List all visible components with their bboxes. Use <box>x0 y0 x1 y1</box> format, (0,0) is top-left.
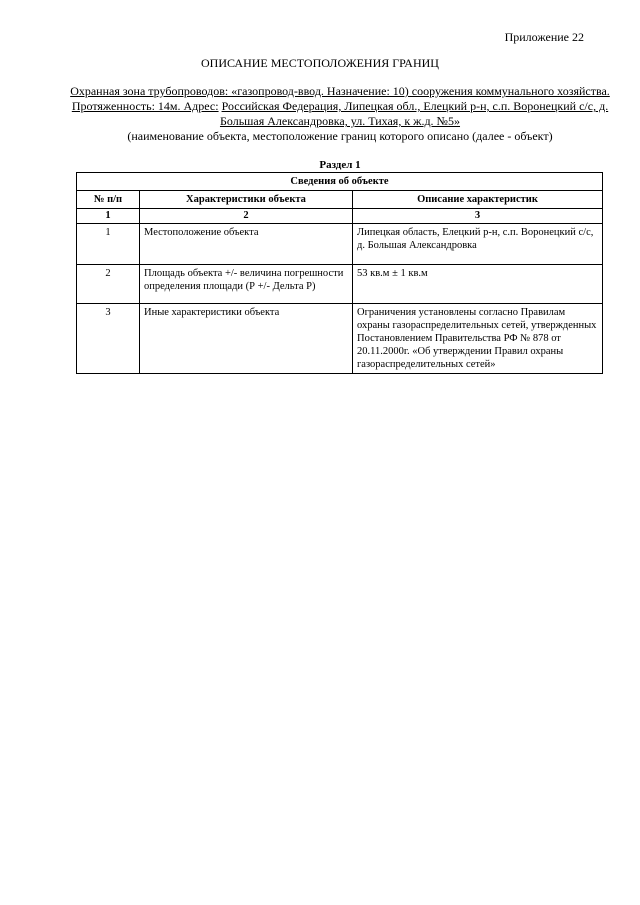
column-header-characteristic: Характеристики объекта <box>140 191 353 209</box>
section-title: Раздел 1 <box>319 159 361 171</box>
table-title: Сведения об объекте <box>77 173 603 191</box>
object-info-table <box>76 172 603 374</box>
row-characteristic: Местоположение объекта <box>140 224 353 265</box>
table-row <box>77 224 603 265</box>
row-description: 53 кв.м ± 1 кв.м <box>353 265 603 304</box>
column-header-number: № п/п <box>77 191 140 209</box>
row-number: 1 <box>77 224 140 265</box>
column-number-2: 2 <box>140 209 353 224</box>
object-description-part2: Российская Федерация, Липецкая обл., Елецкий р-н, с.п. Воронецкий с/с, д. Большая Александровка, ул. Тихая, к ж.д. №5» <box>219 99 609 128</box>
object-description <box>70 84 610 144</box>
column-number-3: 3 <box>353 209 603 224</box>
appendix-label: Приложение 22 <box>504 30 584 44</box>
row-description: Липецкая область, Елецкий р-н, с.п. Воронецкий с/с, д. Большая Александровка <box>353 224 603 265</box>
column-header-description: Описание характеристик <box>353 191 603 209</box>
row-characteristic: Площадь объекта +/- величина погрешности определения площади (Р +/- Дельта Р) <box>140 265 353 304</box>
row-description: Ограничения установлены согласно Правилам охраны газораспределительных сетей, утвержденных Постановлением Правительства РФ № 878 от 20.11.2000г. «Об утверждении Правил охраны газораспределительных сетей» <box>353 304 603 374</box>
object-description-part1: Охранная зона трубопроводов: «газопровод-ввод. Назначение: 10) сооружения коммунального хозяйства. Протяженность: 14м. Адрес: <box>70 84 610 113</box>
row-number: 3 <box>77 304 140 374</box>
row-number: 2 <box>77 265 140 304</box>
table-row <box>77 304 603 374</box>
row-characteristic: Иные характеристики объекта <box>140 304 353 374</box>
document-title: ОПИСАНИЕ МЕСТОПОЛОЖЕНИЯ ГРАНИЦ <box>201 56 439 70</box>
column-number-1: 1 <box>77 209 140 224</box>
object-caption: (наименование объекта, местоположение границ которого описано (далее - объект) <box>127 129 553 143</box>
table-row <box>77 265 603 304</box>
